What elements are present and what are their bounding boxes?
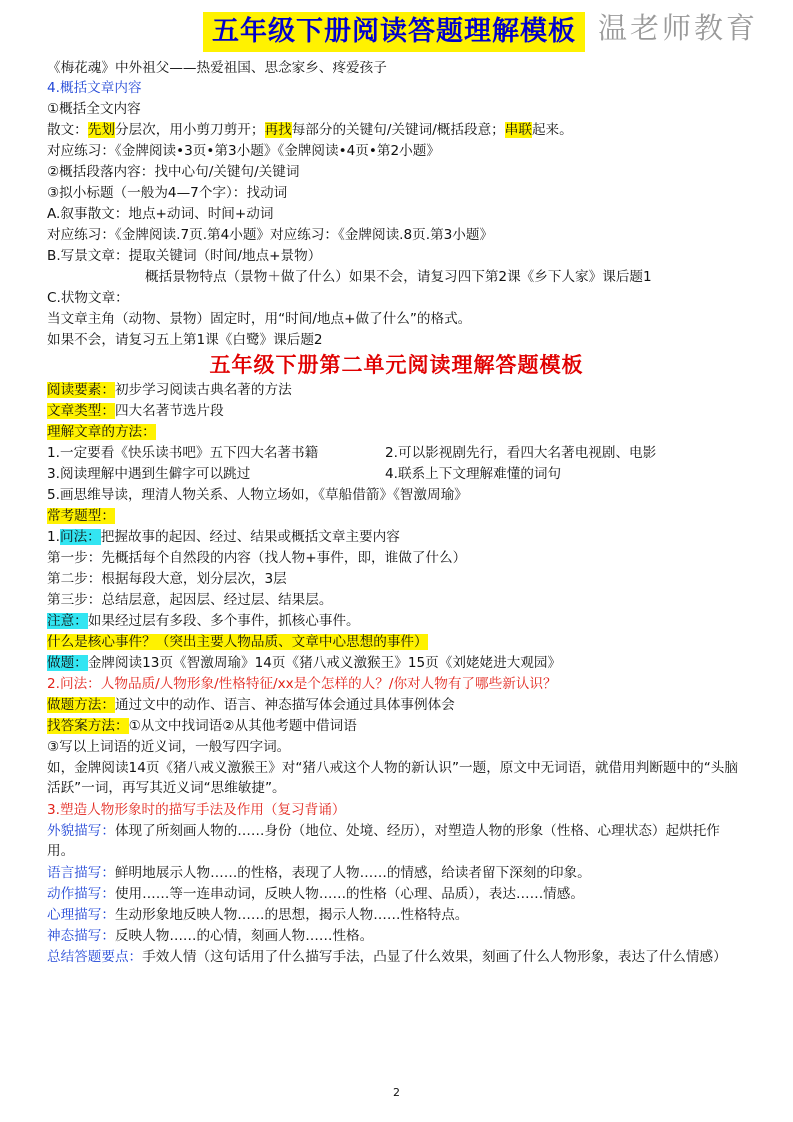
highlight: 串联: [504, 122, 532, 138]
highlight: 问法：: [59, 529, 101, 545]
text-span: 体现了所刻画人物的……身份（地位、处境、经历），对塑造人物的形象（性格、心理状态）起烘托作用。: [47, 823, 720, 859]
text-span: 起来。: [531, 122, 573, 138]
text-span: 把握故事的起因、经过、结果或概括文章主要内容: [100, 529, 400, 545]
text-line: [47, 506, 115, 526]
term-label: 神态描写：: [47, 928, 115, 944]
text-line: 当文章主角（动物、景物）固定时，用“时间/地点+做了什么”的格式。: [47, 311, 472, 327]
text-span: 四大名著节选片段: [114, 403, 224, 419]
text-span: 金牌阅读13页《智激周瑜》14页《猪八戒义激猴王》15页《刘姥姥进大观园》: [87, 655, 562, 671]
section-heading: 3.塑造人物形象时的描写手法及作用（复习背诵）: [47, 802, 346, 818]
text-line: [47, 527, 400, 547]
text-line: ③写以上词语的近义词，一般写四字词。: [47, 739, 291, 755]
text-line: [47, 695, 455, 715]
text-line: [47, 380, 292, 400]
text-line: [47, 401, 224, 421]
text-span: 4.联系上下文理解难懂的词句: [385, 466, 562, 482]
text-span: 使用……等一连串动词，反映人物……的性格（心理、品质），表达……情感。: [114, 886, 584, 902]
text-line: 第一步：先概括每个自然段的内容（找人物+事件，即，谁做了什么）: [47, 550, 467, 566]
text-span: 2.可以影视剧先行，看四大名著电视剧、电影: [385, 445, 657, 461]
text-paragraph: [47, 947, 747, 967]
highlight: 阅读要素：: [47, 382, 115, 398]
highlight: 再找: [264, 122, 292, 138]
text-line: [47, 884, 584, 904]
text-span: 如果经过层有多段、多个事件，抓核心事件。: [87, 613, 360, 629]
highlight: 先划: [87, 122, 115, 138]
text-line: [47, 120, 573, 140]
term-label: 外貌描写：: [47, 823, 115, 839]
highlight: 注意：: [47, 613, 88, 629]
text-span: 鲜明地展示人物……的性格，表现了人物……的情感，给读者留下深刻的印象。: [114, 865, 591, 881]
text-line: [47, 443, 318, 463]
text-line: B.写景文章：提取关键词（时间/地点+景物）: [47, 248, 322, 264]
text-line: 概括景物特点（景物＋做了什么）如果不会，请复习四下第2课《乡下人家》课后题1: [145, 269, 652, 285]
text-line: [385, 464, 561, 484]
text-line: [47, 863, 591, 883]
highlight: 做题方法：: [47, 697, 115, 713]
text-line: C.状物文章：: [47, 290, 129, 306]
highlight: 什么是核心事件？（突出主要人物品质、文章中心思想的事件）: [47, 634, 428, 650]
term-label: 心理描写：: [47, 907, 115, 923]
highlight: 找答案方法：: [47, 718, 129, 734]
highlight: 做题：: [47, 655, 88, 671]
text-line: 第三步：总结层意，起因层、经过层、结果层。: [47, 592, 333, 608]
text-line: ②概括段落内容：找中心句/关键句/关键词: [47, 164, 300, 180]
text-span: ①从文中找词语②从其他考题中借词语: [128, 718, 357, 734]
text-line: 对应练习：《金牌阅读•3页•第3小题》《金牌阅读•4页•第2小题》: [47, 143, 440, 159]
text-line: [47, 905, 468, 925]
text-line: [47, 926, 373, 946]
section-heading: 4.概括文章内容: [47, 80, 142, 96]
text-line: [47, 611, 360, 631]
text-line: 第二步：根据每段大意，划分层次，3层: [47, 571, 287, 587]
text-line: [47, 632, 428, 652]
text-line: A.叙事散文：地点+动词、时间+动词: [47, 206, 274, 222]
text-span: 1.一定要看《快乐读书吧》五下四大名著书籍: [47, 445, 319, 461]
text-line: [385, 443, 656, 463]
text-span: 分层次，用小剪刀剪开；: [114, 122, 265, 138]
text-line: 对应练习：《金牌阅读.7页.第4小题》对应练习：《金牌阅读.8页.第3小题》: [47, 227, 494, 243]
text-line: [47, 464, 250, 484]
text-span: 反映人物……的心情，刻画人物……性格。: [114, 928, 374, 944]
term-label: 动作描写：: [47, 886, 115, 902]
text-span: 3.阅读理解中遇到生僻字可以跳过: [47, 466, 251, 482]
text-line: 如果不会，请复习五上第1课《白鹭》课后题2: [47, 332, 323, 348]
text-paragraph: 如，金牌阅读14页《猪八戒义激猴王》对“猪八戒这个人物的新认识”一题，原文中无词语，就借用判断题中的“头脑活跃”一词，再写其近义词“思维敏捷”。: [47, 760, 738, 796]
text-span: 生动形象地反映人物……的思想，揭示人物……性格特点。: [114, 907, 469, 923]
highlight: 常考题型：: [47, 508, 115, 524]
text-line: [47, 653, 561, 673]
page-number: 2: [393, 1086, 400, 1099]
section-heading: 2.问法：人物品质/人物形象/性格特征/xx是个怎样的人？/你对人物有了哪些新认识？: [47, 676, 557, 692]
term-label: 总结答题要点：: [47, 949, 143, 965]
highlight: 理解文章的方法：: [47, 424, 156, 440]
text-span: 初步学习阅读古典名著的方法: [114, 382, 292, 398]
text-line: ①概括全文内容: [47, 101, 141, 117]
text-line: 《梅花魂》中外祖父——热爱祖国、思念家乡、疼爱孩子: [47, 60, 387, 76]
highlight: 文章类型：: [47, 403, 115, 419]
text-line: [47, 422, 156, 442]
text-span: 1.: [47, 529, 60, 545]
text-span: 散文：: [47, 122, 88, 138]
term-label: 语言描写：: [47, 865, 115, 881]
text-line: [47, 716, 357, 736]
text-span: 手效人情（这句话用了什么描写手法，凸显了什么效果，刻画了什么人物形象，表达了什么情感）: [142, 949, 727, 965]
text-span: 通过文中的动作、语言、神态描写体会通过具体事例体会: [114, 697, 455, 713]
text-span: 每部分的关键句/关键词/概括段意；: [291, 122, 505, 138]
text-line: ③拟小标题（一般为4—7个字）：找动词: [47, 185, 288, 201]
section-title: 五年级下册第二单元阅读理解答题模板: [209, 352, 584, 377]
page-title: 五年级下册阅读答题理解模板: [203, 12, 585, 52]
text-line: 5.画思维导读，理清人物关系、人物立场如，《草船借箭》《智激周瑜》: [47, 487, 468, 503]
watermark: 温老师教育: [598, 11, 759, 45]
text-paragraph: [47, 821, 747, 861]
